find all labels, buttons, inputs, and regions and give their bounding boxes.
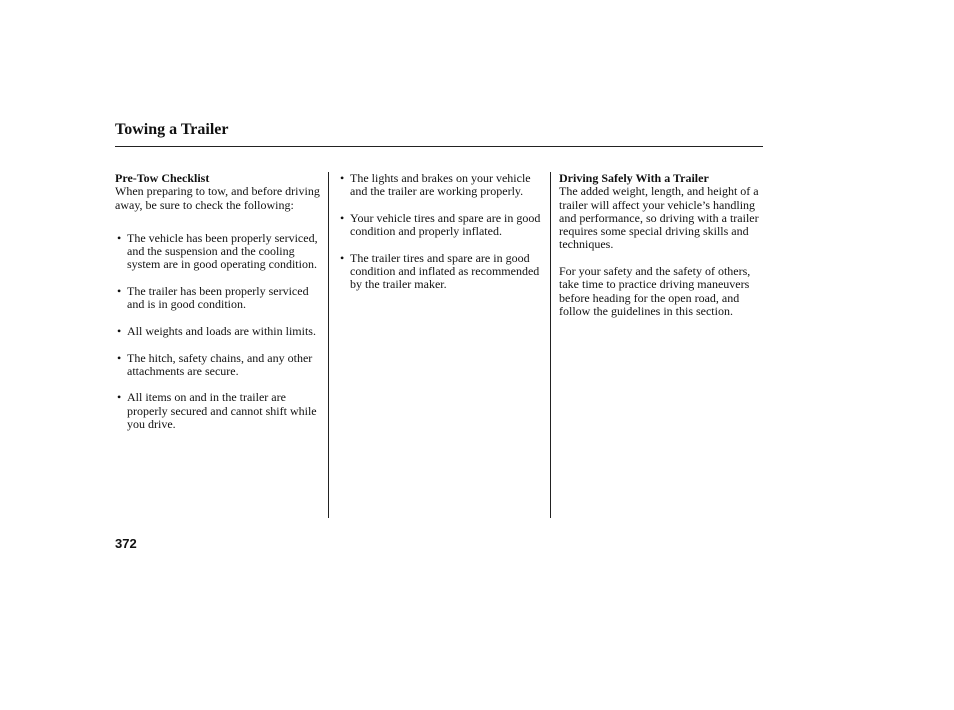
checklist-item: • All weights and loads are within limits. (115, 325, 320, 338)
pre-tow-checklist (115, 232, 320, 431)
checklist-item: • Your vehicle tires and spare are in good condition and properly inflated. (340, 212, 545, 239)
checklist-item: • The lights and brakes on your vehicle and the trailer are working properly. (340, 172, 545, 199)
page-title: Towing a Trailer (115, 121, 229, 138)
checklist-item: • The vehicle has been properly serviced, and the suspension and the cooling system are in good operating condition. (115, 232, 320, 272)
checklist-item: • All items on and in the trailer are properly secured and cannot shift while you drive. (115, 391, 320, 431)
column-divider (550, 172, 551, 518)
checklist-item: • The hitch, safety chains, and any other attachments are secure. (115, 352, 320, 379)
paragraph: For your safety and the safety of others, take time to practice driving maneuvers before heading for the open road, and follow the guidelines in this section. (559, 264, 751, 318)
paragraph: The added weight, length, and height of a trailer will affect your vehicle’s handling and performance, so driving with a trailer requires some special driving skills and techniques. (559, 184, 759, 252)
column-checklist-continued (340, 172, 545, 305)
section-heading-pre-tow-checklist: Pre-Tow Checklist (115, 171, 210, 185)
section-heading-driving-safely: Driving Safely With a Trailer (559, 171, 709, 185)
pre-tow-intro: When preparing to tow, and before driving away, be sure to check the following: (115, 184, 320, 212)
pre-tow-checklist-continued (340, 172, 545, 292)
checklist-item: • The trailer tires and spare are in good condition and inflated as recommended by the trailer maker. (340, 252, 545, 292)
title-divider (115, 146, 763, 147)
column-driving-safely (559, 172, 764, 318)
column-divider (328, 172, 329, 518)
column-pre-tow-checklist (115, 172, 320, 445)
checklist-item: • The trailer has been properly serviced and is in good condition. (115, 285, 320, 312)
page-number: 372 (115, 536, 137, 551)
